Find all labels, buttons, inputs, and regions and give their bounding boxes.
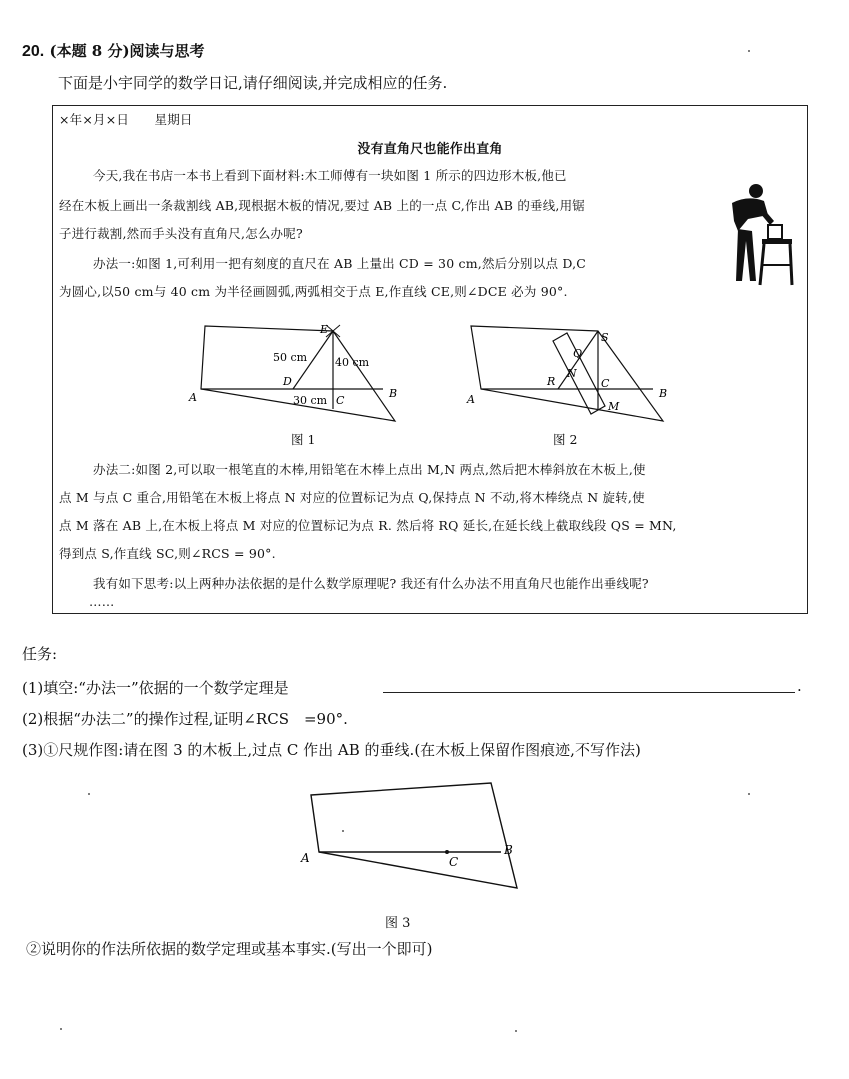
- diary-text-line: 办法二:如图 2,可以取一根笔直的木棒,用铅笔在木棒上点出 M,N 两点,然后把木棒斜放在木板上,使: [93, 462, 646, 477]
- fig3-label-B: B: [504, 843, 513, 857]
- question-intro: 下面是小宇同学的数学日记,请仔细阅读,并完成相应的任务.: [58, 74, 448, 92]
- diary-ellipsis: ……: [89, 594, 115, 609]
- fig1-label-B: B: [389, 387, 398, 400]
- fig2-label-R: R: [547, 375, 556, 388]
- fig1-label-E: E: [320, 323, 329, 336]
- figure-3[interactable]: [295, 780, 535, 895]
- fig2-caption: 图 2: [553, 432, 578, 447]
- diary-text-line: 得到点 S,作直线 SC,则∠RCS = 90°.: [59, 546, 276, 561]
- tasks-heading: 任务:: [22, 645, 58, 663]
- fig2-label-S: S: [601, 331, 609, 344]
- fig1-len-DE: 50 cm: [273, 351, 308, 364]
- question-title: (本题 8 分)阅读与思考: [49, 42, 205, 60]
- task-3: (3)①尺规作图:请在图 3 的木板上,过点 C 作出 AB 的垂线.(在木板上保留作图痕迹,不写作法): [22, 741, 641, 759]
- scan-speck: [60, 1028, 62, 1030]
- fig3-board: [311, 783, 517, 888]
- carpenter-illustration: [718, 181, 798, 291]
- diary-title: 没有直角尺也能作出直角: [357, 142, 503, 157]
- diary-thought: 我有如下思考:以上两种办法依据的是什么数学原理呢? 我还有什么办法不用直角尺也能作出垂线呢?: [93, 576, 649, 591]
- task-2: (2)根据“办法二”的操作过程,证明∠RCS =90°.: [22, 710, 348, 728]
- fig3-label-A: A: [301, 851, 310, 865]
- scan-speck: [88, 793, 90, 795]
- task-1: (1)填空:“办法一”依据的一个数学定理是: [22, 679, 289, 697]
- fig3-caption: 图 3: [385, 916, 411, 931]
- question-number: 20.: [22, 43, 45, 60]
- fig2-label-B: B: [659, 387, 668, 400]
- diary-date: ×年×月×日 星期日: [59, 112, 193, 127]
- fig1-len-CE: 40 cm: [335, 356, 370, 369]
- fig3-label-C: C: [449, 855, 459, 869]
- scan-speck: [515, 1030, 517, 1032]
- task-1-end: .: [797, 677, 802, 695]
- fig1-caption: 图 1: [291, 432, 316, 447]
- fig1-len-DC: 30 cm: [293, 394, 328, 407]
- figure-1: [189, 311, 423, 411]
- diary-text-line: 子进行裁割,然而手头没有直角尺,怎么办呢?: [59, 226, 303, 241]
- figure-2: [463, 311, 693, 421]
- task-1-answer-blank[interactable]: [383, 692, 795, 693]
- fig2-label-A: A: [467, 393, 475, 406]
- fig2-label-C: C: [601, 377, 610, 390]
- fig1-label-A: A: [189, 391, 197, 404]
- scan-speck: [342, 830, 344, 832]
- fig2-label-M: M: [608, 400, 620, 413]
- diary-text-line: 点 M 落在 AB 上,在木板上将点 M 对应的位置标记为点 R. 然后将 RQ 延长,在延长线上截取线段 QS = MN,: [59, 518, 677, 533]
- fig2-label-Q: Q: [573, 347, 583, 360]
- task-3-part-2: ②说明你的作法所依据的数学定理或基本事实.(写出一个即可): [26, 940, 433, 958]
- diary-text-line: 今天,我在书店一本书上看到下面材料:木工师傅有一块如图 1 所示的四边形木板,他已: [93, 168, 567, 183]
- diary-box: [52, 105, 808, 614]
- question-header: [22, 40, 205, 61]
- diary-text-line: 为圆心,以50 cm与 40 cm 为半径画圆弧,两弧相交于点 E,作直线 CE,则∠DCE 必为 90°.: [59, 284, 568, 299]
- fig2-label-N: N: [567, 367, 577, 380]
- fig1-label-C: C: [336, 394, 345, 407]
- scan-speck: [748, 50, 750, 52]
- fig1-label-D: D: [283, 375, 292, 388]
- diary-text-line: 经在木板上画出一条裁割线 AB,现根据木板的情况,要过 AB 上的一点 C,作出 AB 的垂线,用锯: [59, 198, 585, 213]
- diary-text-line: 点 M 与点 C 重合,用铅笔在木板上将点 N 对应的位置标记为点 Q,保持点 N 不动,将木棒绕点 N 旋转,使: [59, 490, 645, 505]
- diary-text-line: 办法一:如图 1,可利用一把有刻度的直尺在 AB 上量出 CD = 30 cm,然后分别以点 D,C: [93, 256, 587, 271]
- scan-speck: [748, 793, 750, 795]
